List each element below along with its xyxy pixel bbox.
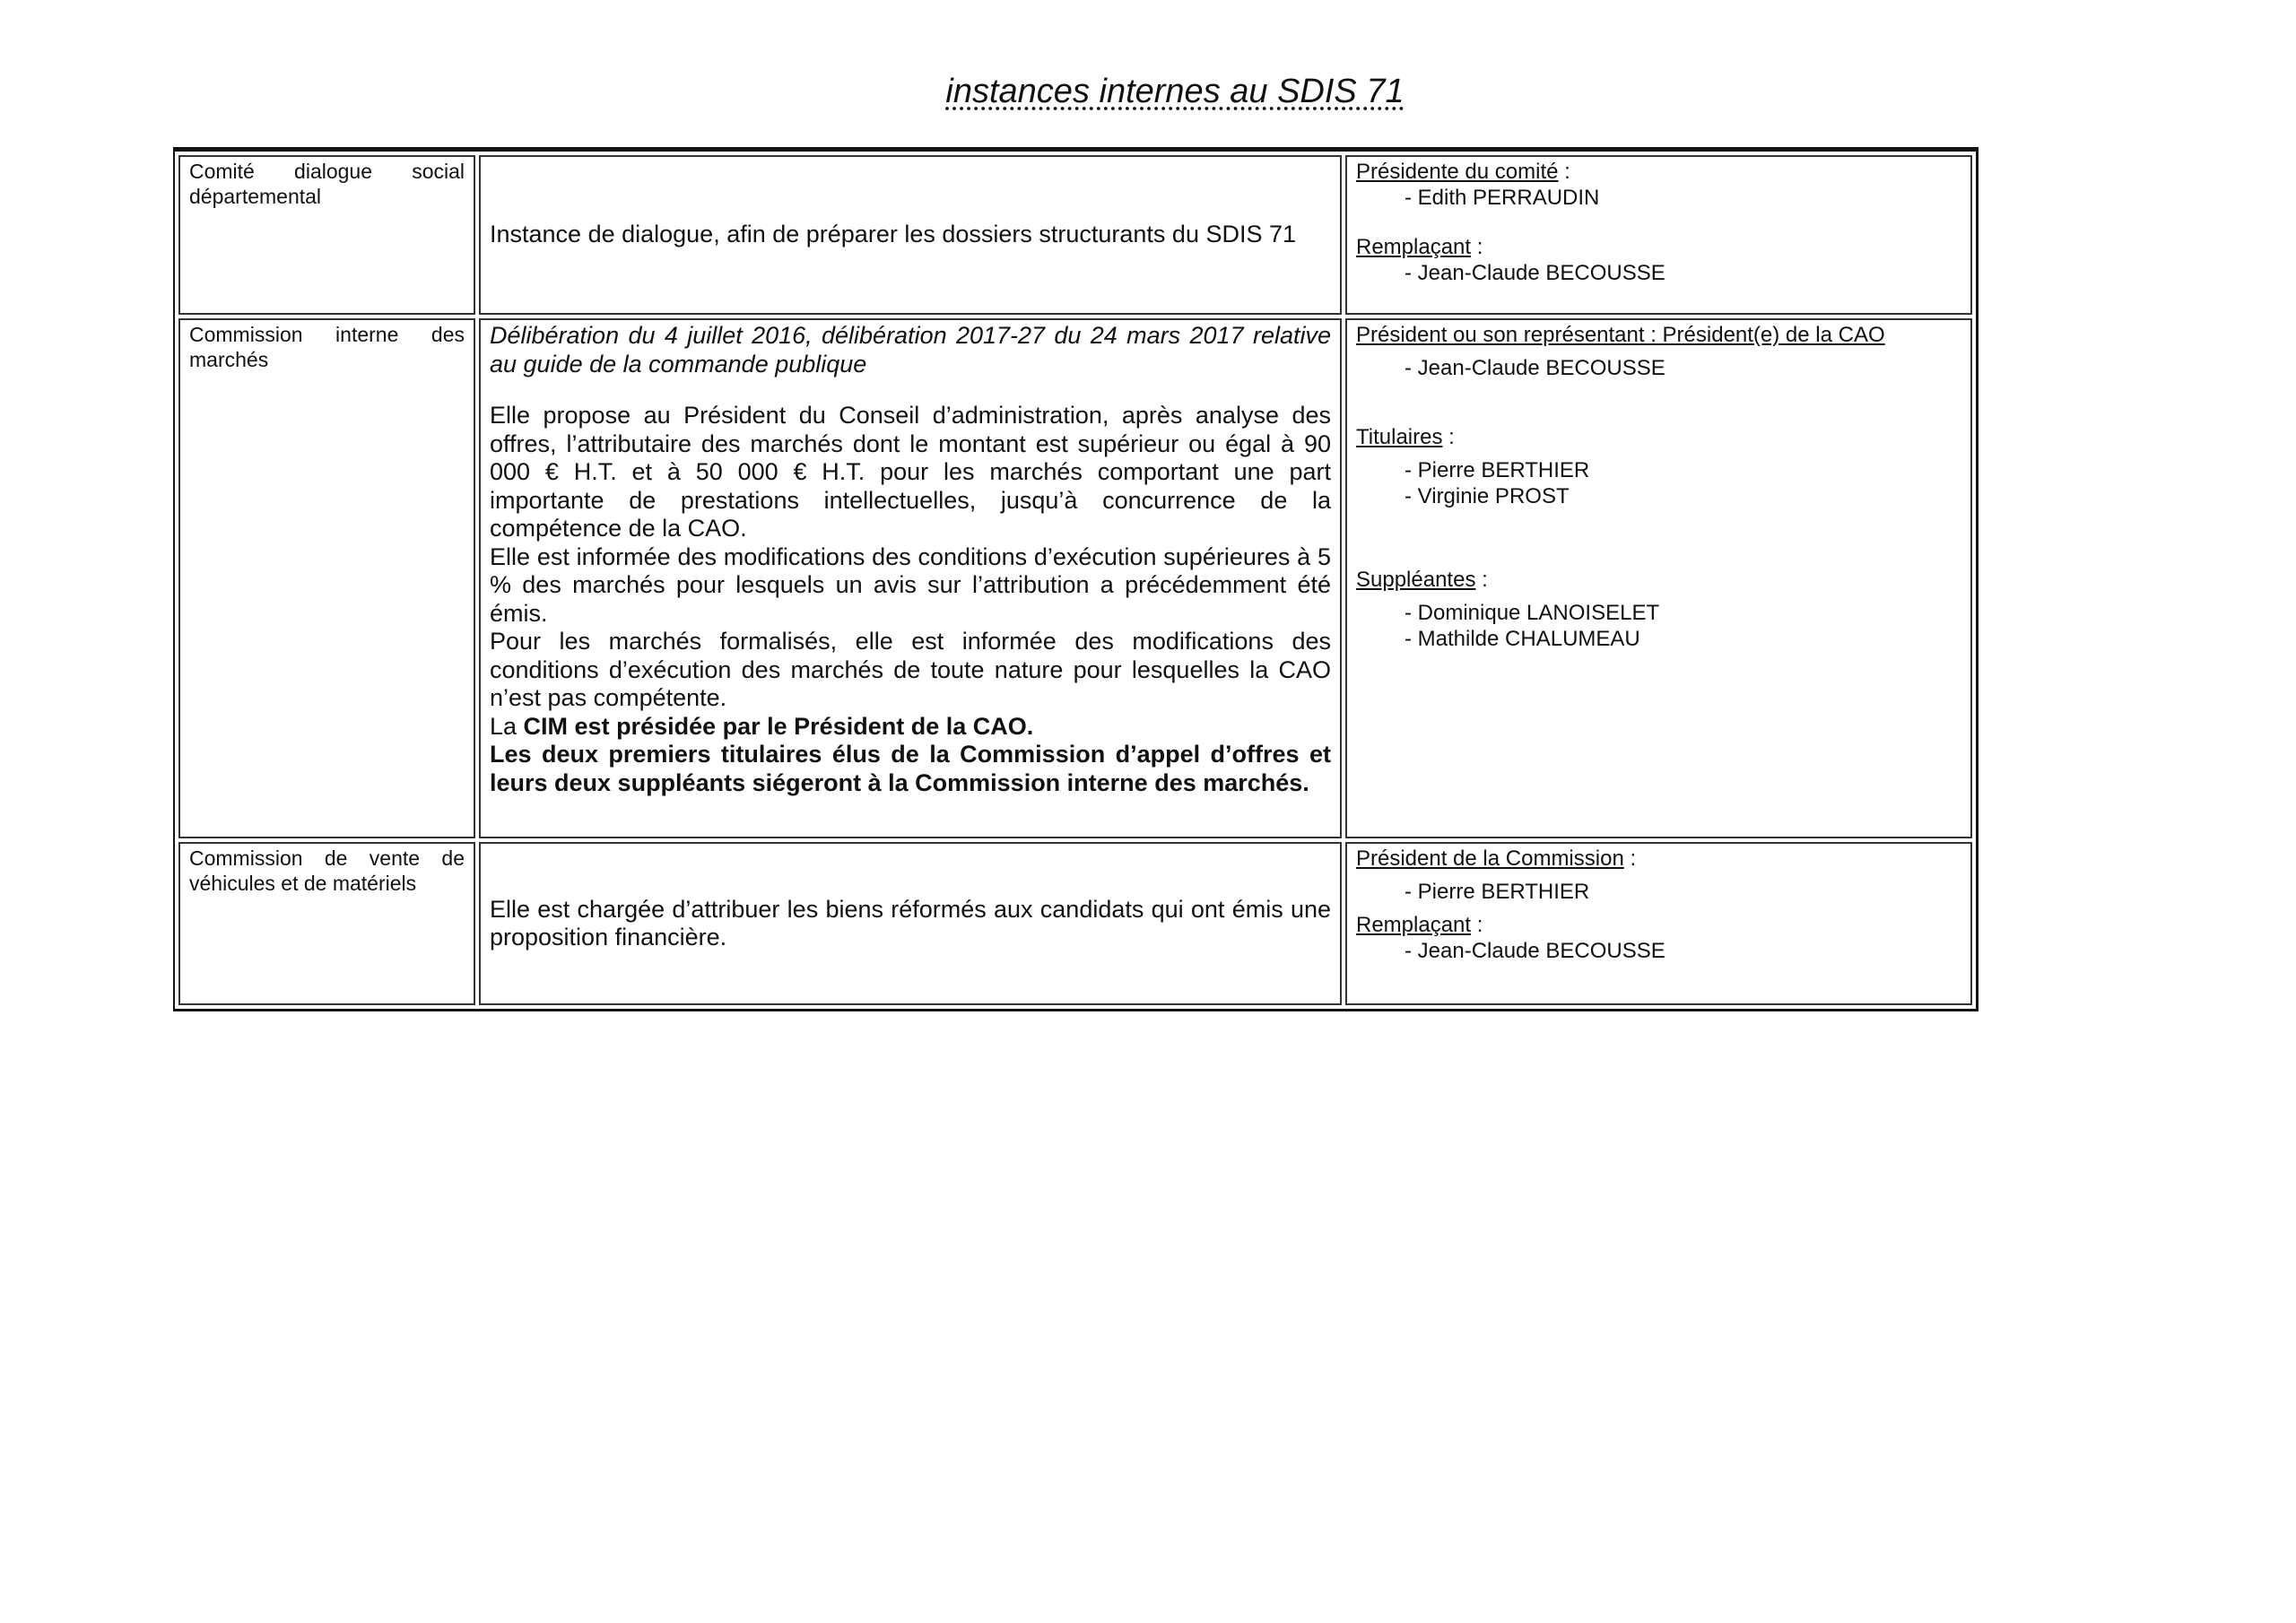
- member-name: - Virginie PROST: [1405, 484, 1570, 508]
- instance-name: Commission interne des marchés: [189, 323, 465, 371]
- instance-description: Pour les marchés formalisés, elle est informée des modifications des conditions d’exécution des marchés de toute nature pour lesquelles la CAO n’est pas compétente.: [490, 628, 1331, 711]
- page-title: [0, 72, 2296, 113]
- member-name: - Jean-Claude BECOUSSE: [1405, 261, 1665, 285]
- instance-name: Commission de vente de véhicules et de matériels: [189, 846, 465, 895]
- member-name: - Jean-Claude BECOUSSE: [1405, 356, 1665, 380]
- instance-members-cell: [1345, 318, 1972, 838]
- instance-description: La CIM est présidée par le Président de la CAO.: [490, 712, 1034, 740]
- instance-members-cell: [1345, 842, 1972, 1005]
- instance-name-cell: [178, 842, 475, 1005]
- instance-description-cell: [479, 318, 1342, 838]
- role-label: Titulaires :: [1356, 425, 1455, 449]
- table-row: [178, 318, 1972, 838]
- member-name: - Pierre BERTHIER: [1405, 458, 1590, 482]
- instance-name-cell: [178, 155, 475, 315]
- instance-description: Instance de dialogue, afin de préparer les dossiers structurants du SDIS 71: [490, 221, 1297, 248]
- instance-description: Elle propose au Président du Conseil d’administration, après analyse des offres, l’attributaire des marchés dont le montant est supérieur ou égal à 90 000 € H.T. et à 50 000 € H.T. pour les marchés comportant une part importante de prestations intellectuelles, jusqu’à concurrence de la compétence de la CAO.: [490, 402, 1331, 542]
- role-label: Présidente du comité :: [1356, 160, 1570, 184]
- instance-name: Comité dialogue social départemental: [189, 160, 465, 208]
- instance-description: Elle est chargée d’attribuer les biens réformés aux candidats qui ont émis une proposition financière.: [490, 895, 1331, 950]
- member-name: - Dominique LANOISELET: [1405, 601, 1660, 625]
- instance-name-cell: [178, 318, 475, 838]
- page-title-text: instances internes au SDIS 71: [945, 73, 1405, 110]
- member-name: - Mathilde CHALUMEAU: [1405, 627, 1640, 651]
- instance-description: Les deux premiers titulaires élus de la Commission d’appel d’offres et leurs deux suppléants siégeront à la Commission interne des marchés.: [490, 741, 1331, 796]
- role-label: Remplaçant :: [1356, 913, 1483, 937]
- instance-description-cell: [479, 155, 1342, 315]
- member-name: - Edith PERRAUDIN: [1405, 186, 1600, 210]
- instances-table: [173, 147, 1979, 1011]
- table-row: [178, 842, 1972, 1005]
- role-label: Suppléantes :: [1356, 568, 1488, 592]
- role-label: Président ou son représentant : Président(e) de la CAO: [1356, 323, 1885, 347]
- instance-description: Elle est informée des modifications des conditions d’exécution supérieures à 5 % des marchés pour lesquels un avis sur l’attribution a précédemment été émis.: [490, 542, 1331, 627]
- table-row: [178, 155, 1972, 315]
- role-label: Président de la Commission :: [1356, 846, 1637, 871]
- instance-reference: Délibération du 4 juillet 2016, délibération 2017-27 du 24 mars 2017 relative au guide de la commande publique: [490, 322, 1331, 378]
- member-name: - Pierre BERTHIER: [1405, 880, 1590, 904]
- role-label: Remplaçant :: [1356, 235, 1483, 259]
- instance-members-cell: [1345, 155, 1972, 315]
- member-name: - Jean-Claude BECOUSSE: [1405, 939, 1665, 963]
- instance-description-cell: [479, 842, 1342, 1005]
